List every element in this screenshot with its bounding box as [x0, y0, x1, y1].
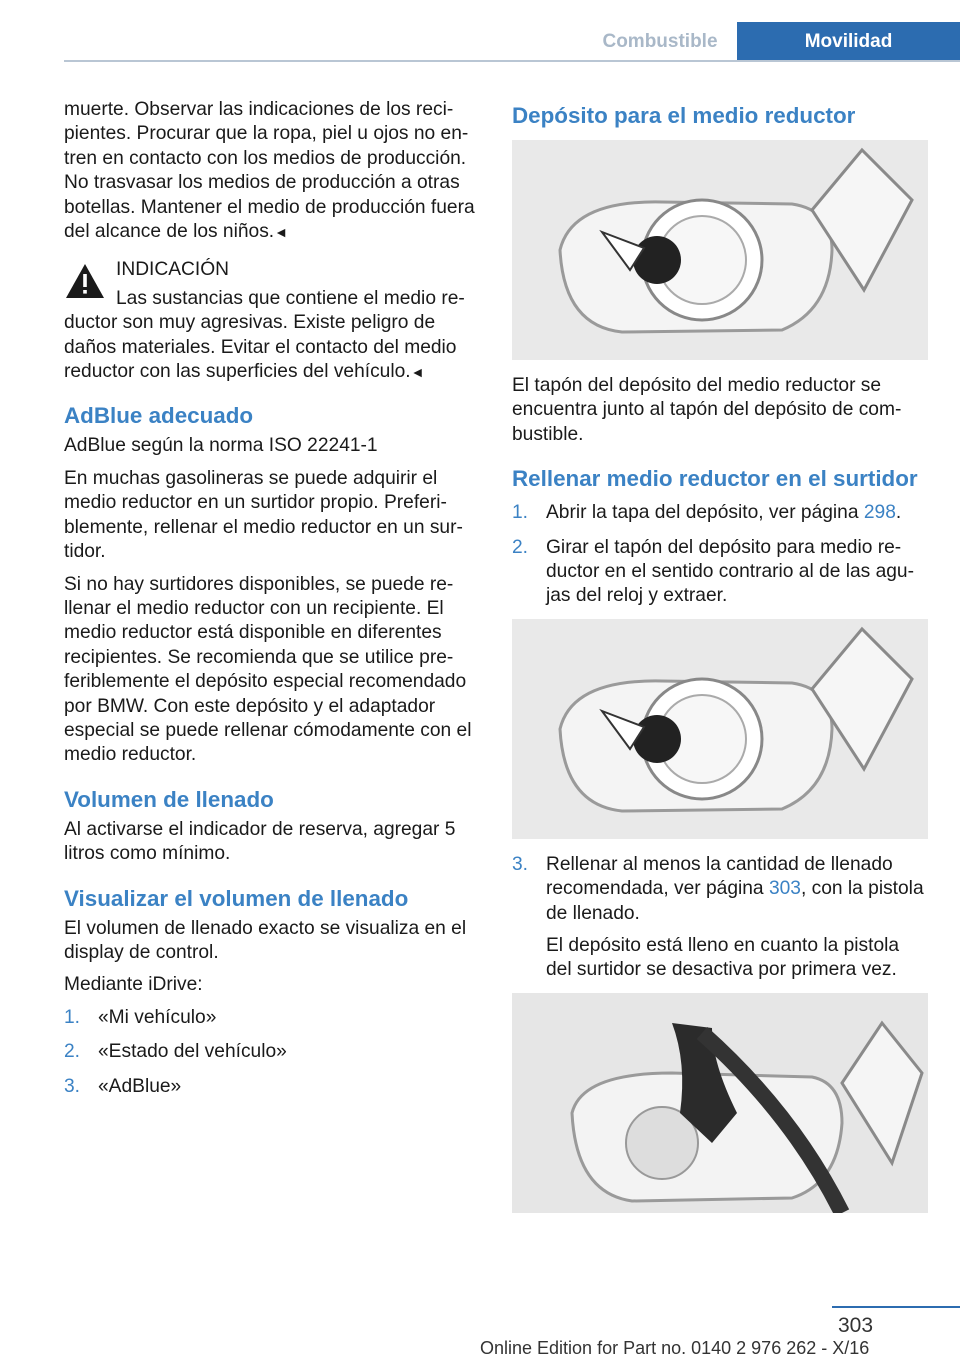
list-item: 3. «AdBlue» [64, 1075, 182, 1097]
filler-cap-illustration [512, 140, 928, 360]
list-item: 1. «Mi vehículo» [64, 1006, 217, 1028]
footer-rule [832, 1306, 960, 1308]
page-link-303[interactable]: 303 [768, 878, 801, 900]
end-mark: ◄ [274, 224, 288, 241]
tab-movilidad[interactable]: Movilidad [737, 22, 960, 62]
heading-volumen-llenado: Volumen de llenado [64, 786, 274, 812]
idrive-steps [64, 1006, 476, 1099]
tab-combustible[interactable]: Combustible [584, 22, 736, 62]
photo-cap-removal [512, 619, 928, 839]
photo-filler-cap [512, 140, 928, 360]
right-column [512, 98, 928, 1227]
left-column [64, 98, 476, 1109]
step3-note: El depósito está lleno en cuanto la pistola del surtidor se desactiva por primera vez. [546, 935, 900, 981]
intro-paragraph: muerte. Observar las indicaciones de los recipientes. Procurar que la ropa, piel u ojos no entren en contacto con los medios de producción. No trasvasar los medios de producción a otras botellas. Mantener el medio de producción fuera del alcance de los niños.◄ [64, 99, 475, 243]
heading-visualizar-volumen: Visualizar el volumen de llenado [64, 885, 409, 911]
list-item: 1. Abrir la tapa del depósito, ver página 298. [512, 502, 902, 524]
warning-block [64, 258, 476, 384]
edition-note: Online Edition for Part no. 0140 2 976 262 - X/16 [480, 1338, 870, 1358]
list-item: 2. Girar el tapón del depósito para medio reductor en el sentido contrario al de las agujas del reloj y extraer. [512, 536, 914, 607]
warning-triangle-icon [64, 262, 106, 300]
page-number: 303 [838, 1314, 874, 1337]
cap-removal-illustration [512, 619, 928, 839]
warning-text: Las sustancias que contiene el medio reductor son muy agresivas. Existe peligro de daños materiales. Evitar el contacto del medio reductor con las superficies del vehículo.◄ [64, 287, 465, 383]
list-item: 3. Rellenar al menos la cantidad de llenado recomendada, ver página 303, con la pistola de llenado. El depósito está lleno en cuanto la pistola del surtidor se desactiva por primera vez. [512, 853, 928, 983]
warning-title: INDICACIÓN [116, 259, 229, 281]
page-link-298[interactable]: 298 [863, 502, 896, 524]
end-mark: ◄ [410, 364, 425, 381]
volumen-paragraph: Al activarse el indicador de reserva, agregar 5 litros como mínimo. [64, 818, 456, 865]
heading-adblue-adecuado: AdBlue adecuado [64, 403, 254, 429]
visualizar-paragraph: El volumen de llenado exacto se visualiza en el display de control. [64, 917, 467, 963]
idrive-paragraph: Mediante iDrive: [64, 974, 203, 996]
rellenar-steps [512, 501, 928, 609]
photo-nozzle [512, 993, 928, 1213]
gasolineras-paragraph: En muchas gasolineras se puede adquirir el medio reductor en un surtidor propio. Preferiblemente, rellenar el medio reductor en un surtidor. [64, 467, 463, 563]
deposito-paragraph: El tapón del depósito del medio reductor se encuentra junto al tapón del depósito de combustible. [512, 375, 902, 445]
heading-rellenar: Rellenar medio reductor en el surtidor [512, 466, 918, 492]
norm-paragraph: AdBlue según la norma ISO 22241‑1 [64, 435, 378, 457]
nozzle-illustration [512, 993, 928, 1213]
rellenar-steps-continued [512, 853, 928, 983]
header-rule [64, 60, 960, 62]
heading-deposito: Depósito para el medio reductor [512, 103, 856, 128]
list-item: 2. «Estado del vehículo» [64, 1041, 287, 1063]
recipiente-paragraph: Si no hay surtidores disponibles, se puede rellenar el medio reductor con un recipiente. El medio reductor está disponible en diferentes recipientes. Se recomienda que se utilice preferiblemente el depósito especial recomendado por BMW. Con este depósito y el adaptador especial se puede rellenar cómodamente con el medio reductor. [64, 573, 472, 766]
